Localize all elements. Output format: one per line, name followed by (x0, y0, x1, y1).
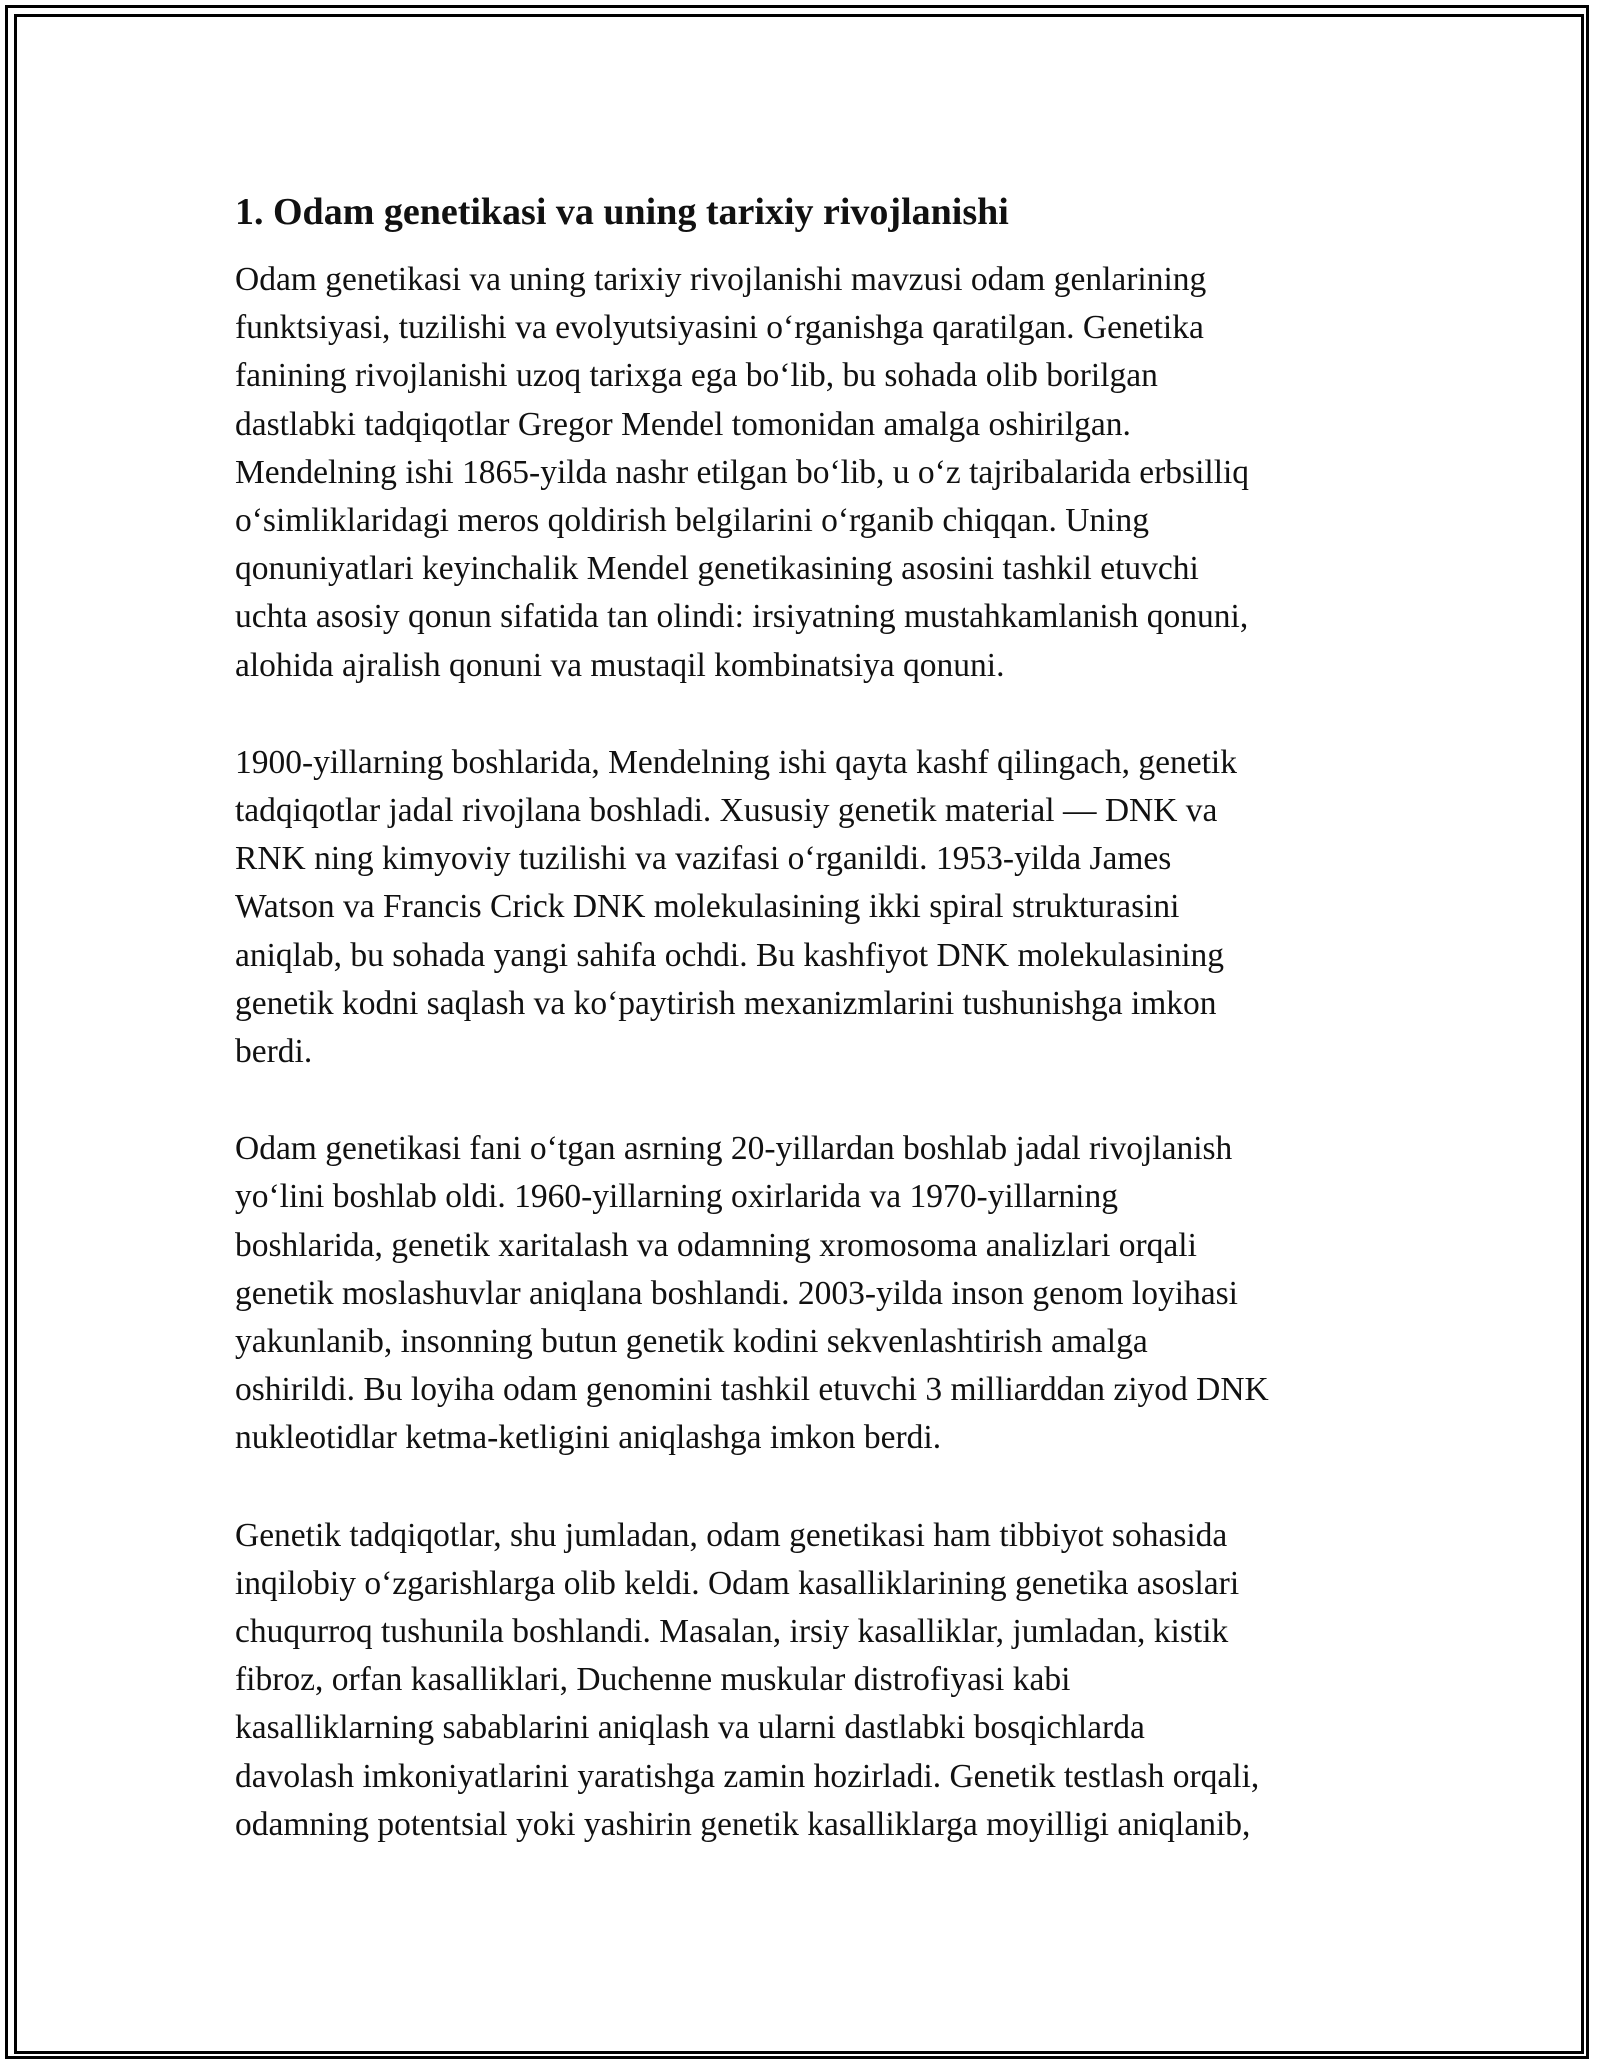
text-line: davolash imkoniyatlarini yaratishga zamin hozirladi. Genetik testlash orqali, (235, 1757, 1260, 1795)
text-line: Watson va Francis Crick DNK molekulasining ikki spiral strukturasini (235, 888, 1180, 926)
paragraph-1 (235, 256, 1375, 690)
text-line: Mendelning ishi 1865-yilda nashr etilgan bo‘lib, u o‘z tajribalarida erbsilliq (235, 453, 1250, 491)
text-line: aniqlab, bu sohada yangi sahifa ochdi. Bu kashfiyot DNK molekulasining (235, 936, 1225, 974)
text-line: genetik moslashuvlar aniqlana boshlandi. 2003-yilda inson genom loyihasi (235, 1274, 1238, 1312)
text-line: inqilobiy o‘zgarishlarga olib keldi. Odam kasalliklarining genetika asoslari (235, 1564, 1240, 1602)
text-line: kasalliklarning sabablarini aniqlash va ularni dastlabki bosqichlarda (235, 1709, 1145, 1747)
text-line: fanining rivojlanishi uzoq tarixga ega bo‘lib, bu sohada olib borilgan (235, 357, 1158, 395)
text-line: oshirildi. Bu loyiha odam genomini tashkil etuvchi 3 milliarddan ziyod DNK (235, 1371, 1269, 1409)
text-line: yo‘lini boshlab oldi. 1960-yillarning oxirlarida va 1970-yillarning (235, 1178, 1118, 1216)
text-line: yakunlanib, insonning butun genetik kodini sekvenlashtirish amalga (235, 1323, 1148, 1361)
text-line: RNK ning kimyoviy tuzilishi va vazifasi o‘rganildi. 1953-yilda James (235, 840, 1172, 878)
document-body (235, 188, 1375, 1898)
section-heading: 1. Odam genetikasi va uning tarixiy rivojlanishi (235, 191, 1009, 233)
text-line: tadqiqotlar jadal rivojlana boshladi. Xususiy genetik material — DNK va (235, 792, 1218, 830)
paragraph-2 (235, 739, 1375, 1076)
text-line: Odam genetikasi va uning tarixiy rivojlanishi mavzusi odam genlarining (235, 261, 1207, 298)
text-line: fibroz, orfan kasalliklari, Duchenne muskular distrofiyasi kabi (235, 1661, 1071, 1699)
text-line: boshlarida, genetik xaritalash va odamning xromosoma analizlari orqali (235, 1226, 1197, 1264)
text-line: 1900-yillarning boshlarida, Mendelning ishi qayta kashf qilingach, genetik (235, 743, 1237, 781)
text-line: Genetik tadqiqotlar, shu jumladan, odam genetikasi ham tibbiyot sohasida (235, 1516, 1228, 1554)
text-line: qonuniyatlari keyinchalik Mendel genetikasining asosini tashkil etuvchi (235, 550, 1199, 588)
paragraph-3 (235, 1125, 1375, 1462)
text-line: alohida ajralish qonuni va mustaqil kombinatsiya qonuni. (235, 646, 1005, 684)
text-line: uchta asosiy qonun sifatida tan olindi: irsiyatning mustahkamlanish qonuni, (235, 598, 1249, 636)
text-line: genetik kodni saqlash va ko‘paytirish mexanizmlarini tushunishga imkon (235, 984, 1217, 1022)
text-line: berdi. (235, 1033, 313, 1071)
paragraph-4 (235, 1512, 1375, 1849)
text-line: chuqurroq tushunila boshlandi. Masalan, irsiy kasalliklar, jumladan, kistik (235, 1613, 1229, 1651)
text-line: odamning potentsial yoki yashirin genetik kasalliklarga moyilligi aniqlanib, (235, 1805, 1251, 1843)
text-line: dastlabki tadqiqotlar Gregor Mendel tomonidan amalga oshirilgan. (235, 405, 1131, 443)
text-line: o‘simliklaridagi meros qoldirish belgilarini o‘rganib chiqqan. Uning (235, 502, 1149, 540)
text-line: funktsiyasi, tuzilishi va evolyutsiyasini o‘rganishga qaratilgan. Genetika (235, 309, 1204, 347)
text-line: nukleotidlar ketma-ketligini aniqlashga imkon berdi. (235, 1419, 942, 1457)
text-line: Odam genetikasi fani o‘tgan asrning 20-yillardan boshlab jadal rivojlanish (235, 1130, 1233, 1168)
